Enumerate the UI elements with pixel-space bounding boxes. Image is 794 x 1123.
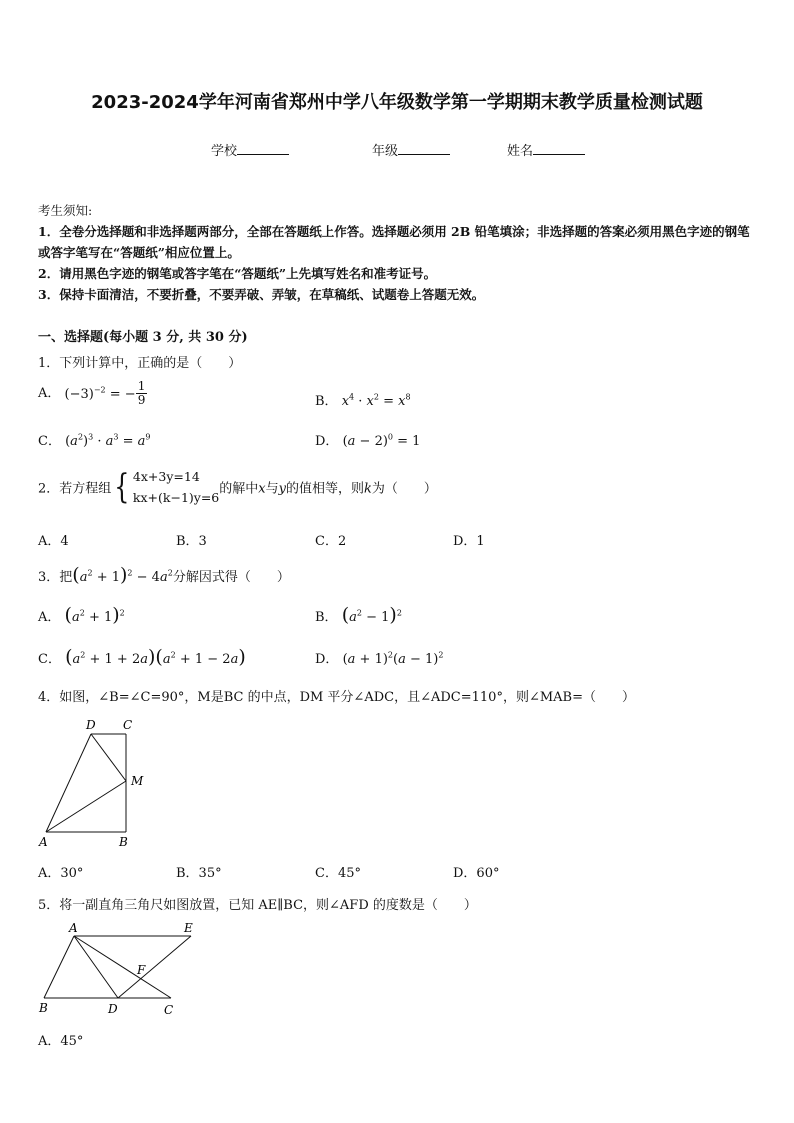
q5-label-e: E	[184, 921, 193, 935]
q1-option-c[interactable]: C． $(a^2)^3 \cdot a^3 = a^9$	[38, 432, 151, 449]
school-field[interactable]	[211, 140, 289, 159]
q5-label-a: A	[69, 921, 78, 935]
q5-segment-ac	[74, 936, 171, 998]
name-field[interactable]	[507, 140, 585, 159]
notice-item-1: 1．全卷分选择题和非选择题两部分，全部在答题纸上作答。选择题必须用 2B 铅笔填涂；非选择题的答案必须用黑色字迹的钢笔或答字笔写在“答题纸”相应位置上。	[38, 224, 750, 260]
q3-option-c[interactable]: C． $(a^2 + 1 + 2a)(a^2 + 1 - 2a)$	[38, 646, 246, 668]
q2-option-d[interactable]: D．1	[453, 534, 485, 549]
q4-label-a: A	[39, 835, 48, 849]
q4-option-b[interactable]: B．35°	[176, 866, 222, 881]
grade-field[interactable]	[372, 140, 450, 159]
q4-label-m: M	[131, 774, 144, 788]
q4-stem: 4．如图，∠B=∠C=90°，M是BC 的中点，DM 平分∠ADC，且∠ADC=110°，则∠MAB=（ ）	[38, 690, 635, 705]
notice-heading: 考生须知:	[38, 203, 93, 218]
q3-option-a[interactable]: A． $(a^2 + 1)^2$	[38, 604, 125, 626]
q3-stem: 3．把$(a^2 + 1)^2 - 4a^2$分解因式得（ ）	[38, 564, 290, 586]
q1-stem: 1．下列计算中，正确的是（ ）	[38, 356, 242, 371]
notice-item-3: 3．保持卡面清洁，不要折叠，不要弄破、弄皱，在草稿纸、试题卷上答题无效。	[38, 287, 485, 302]
q5-label-c: C	[164, 1003, 174, 1017]
grade-label: 年级	[372, 144, 399, 159]
q4-option-c[interactable]: C．45°	[315, 866, 361, 881]
q4-label-d: D	[86, 718, 96, 732]
q2-option-c[interactable]: C．2	[315, 534, 347, 549]
q2-option-a[interactable]: A．4	[38, 534, 69, 549]
q4-option-d[interactable]: D．60°	[453, 866, 500, 881]
q5-segment-ab	[44, 936, 74, 998]
q5-label-d: D	[108, 1002, 118, 1016]
q1-option-d[interactable]: D． $(a - 2)^0 = 1$	[315, 432, 421, 449]
q5-label-b: B	[39, 1001, 48, 1015]
q1-option-b[interactable]: B． $x^4 \cdot x^2 = x^8$	[315, 392, 411, 409]
q2-eq1: 4x+3y=14	[132, 469, 200, 484]
q5-segment-ad	[74, 936, 118, 998]
q4-label-b: B	[119, 835, 128, 849]
q5-stem: 5．将一副直角三角尺如图放置，已知 AE∥BC，则∠AFD 的度数是（ ）	[38, 898, 477, 913]
school-label: 学校	[211, 144, 238, 159]
name-label: 姓名	[507, 144, 534, 159]
page-title: 2023-2024学年河南省郑州中学八年级数学第一学期期末教学质量检测试题	[91, 92, 703, 113]
q4-segment-dm	[91, 734, 126, 781]
q5-figure	[34, 918, 204, 1022]
q2-option-b[interactable]: B．3	[176, 534, 207, 549]
q5-segment-de	[118, 936, 191, 998]
q4-option-a[interactable]: A．30°	[38, 866, 84, 881]
q5-label-f: F	[137, 963, 146, 977]
notice-item-2: 2．请用黑色字迹的钢笔或答字笔在“答题纸”上先填写姓名和准考证号。	[38, 266, 437, 281]
q4-figure	[36, 714, 166, 854]
q3-option-d[interactable]: D． $(a + 1)^2(a - 1)^2$	[315, 650, 444, 667]
q2-stem: 2．若方程组{ 4x+3y=14 kx+(k−1)y=6 的解中x与y的值相等，则k为（ ）	[38, 467, 437, 507]
q4-label-c: C	[123, 718, 133, 732]
section-heading: 一、选择题(每小题 3 分, 共 30 分)	[38, 330, 248, 345]
q1-option-a[interactable]: A． $(-3)^{-2}$ = − $\frac{1}{9}$	[38, 379, 146, 407]
q5-option-a[interactable]: A．45°	[38, 1034, 84, 1049]
q2-eq2: kx+(k−1)y=6	[132, 490, 220, 505]
q3-option-b[interactable]: B． $(a^2 - 1)^2$	[315, 604, 402, 626]
